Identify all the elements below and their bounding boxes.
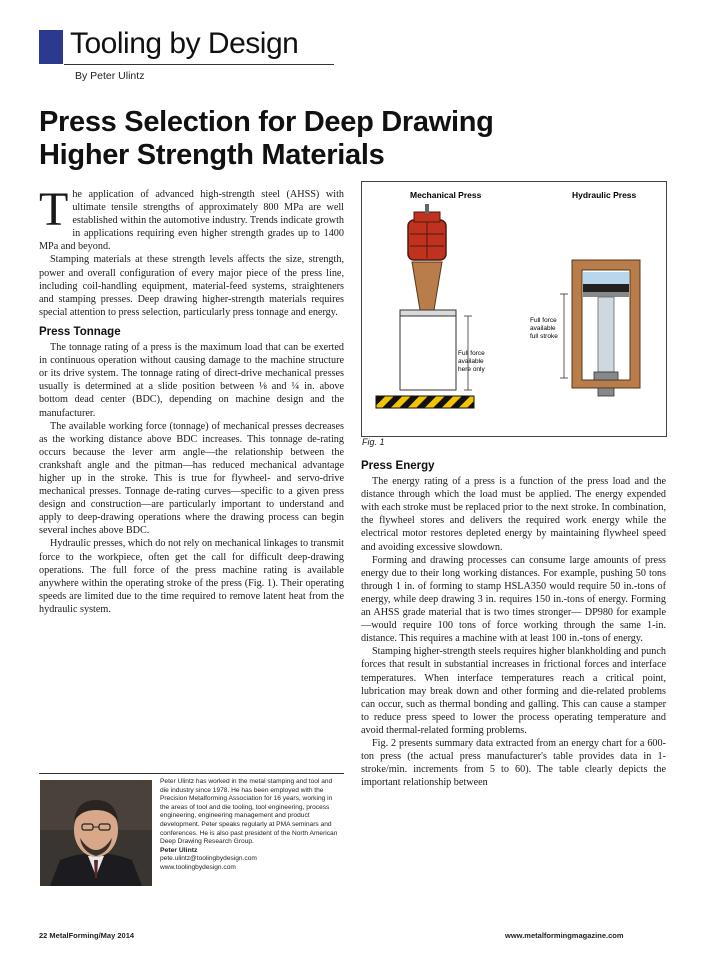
- department-title: Tooling by Design: [70, 27, 299, 60]
- intro-paragraph: The application of advanced high-strength steel (AHSS) with ultimate tensile strengths of approximately 800 MPa are well established within the automotive industry. Trends indicate growth in applications requiring even higher strength grades up to 1400 MPa and beyond.: [39, 183, 344, 253]
- heading-press-energy: Press Energy: [361, 460, 435, 472]
- author-email[interactable]: pete.ulintz@toolingbydesign.com: [160, 855, 257, 863]
- author-name: Peter Ulintz: [160, 846, 198, 854]
- figure-caption: Fig. 1: [362, 437, 385, 447]
- energy-paragraph-1: The energy rating of a press is a function of the press load and the distance through which the load must be applied. The energy expended with each stroke must be replaced prior to the next stroke. In combination, the flywheel stores and delivers the required work energy while the electrical motor restores depleted energy by maintaining flywheel speed and avoiding excessive slowdown.: [361, 476, 666, 553]
- tonnage-paragraph-3: Hydraulic presses, which do not rely on mechanical linkages to transmit force to the workpiece, often get the call for difficult deep-drawing operations. The full force of the press machine rating is available anywhere within the operating stroke of the press (Fig. 1). Their operating speeds are limited due to the time required to remove latent heat from the hydraulic system.: [39, 538, 344, 615]
- footer-page-info: 22 MetalForming/May 2014: [39, 931, 135, 940]
- left-column: [39, 183, 344, 616]
- label-full-stroke-1: Full force: [530, 317, 557, 324]
- label-mechanical-press: Mechanical Press: [410, 190, 482, 200]
- tonnage-paragraph-1: The tonnage rating of a press is the maximum load that can be exerted in continuous operation without causing damage to the machine structure or its drive system. The tonnage rating of direct-drive mechanical presses usually is determined at a slide position between ⅛ and ¼ in. above bottom dead center (BDC), depending on machine design and the manufacturer.: [39, 342, 344, 419]
- label-full-stroke-2: available: [530, 325, 556, 332]
- footer-website[interactable]: www.metalformingmagazine.com: [505, 931, 624, 940]
- drop-cap: T: [39, 183, 69, 236]
- press-diagram: [362, 182, 666, 436]
- article-title-line-1: Press Selection for Deep Drawing: [39, 106, 494, 138]
- article-title-line-2: Higher Strength Materials: [39, 139, 385, 171]
- label-full-force-here-only-3: here only: [458, 366, 485, 373]
- header-rule: [64, 64, 334, 65]
- byline: By Peter Ulintz: [75, 70, 145, 82]
- heading-press-tonnage: Press Tonnage: [39, 325, 121, 338]
- intro-paragraph-2: Stamping materials at these strength levels affects the size, strength, power and overall configuration of every major piece of the press line, including coil-handling equipment, material-feed systems, straighteners and stamping presses. Deep drawing higher-strength materials requires special attention to press selection, particularly press tonnage and energy.: [39, 254, 344, 318]
- author-website[interactable]: www.toolingbydesign.com: [160, 863, 236, 871]
- article-title: [39, 106, 559, 172]
- energy-paragraph-3: Stamping higher-strength steels requires higher blankholding and punch forces that result in substantial increases in frictional forces and interface temperatures. When interface temperatures reach a critical point, lubrication may break down and other forming and die-related problems can occur, such as thermal bonding and galling. This can cause a stamper to reduce press speed to lower the process operating temperature and avoid thermal-related forming problems.: [361, 646, 666, 736]
- author-photo: [40, 780, 152, 886]
- mechanical-crank: [408, 204, 446, 260]
- mechanical-slide: [400, 310, 456, 316]
- bolster-plate: [376, 396, 474, 408]
- mechanical-die: [400, 316, 456, 390]
- right-column: [361, 460, 666, 789]
- author-bio-text: Peter Ulintz has worked in the metal stamping and tool and die industry since 1978. He has been employed with the Precision Metalforming Association for 16 years, working in the areas of tool and die tooling, tool engineering, process engineering, engineering management and product development. Peter speaks regularly at PMA seminars and conferences. He is also past president of the North American Deep Drawing Research Group.: [160, 778, 338, 846]
- label-full-force-here-only-1: Full force: [458, 350, 485, 357]
- department-accent-bar: [39, 30, 63, 64]
- author-bio: [160, 778, 342, 873]
- energy-paragraph-4: Fig. 2 presents summary data extracted from an energy chart for a 600-ton press (the actual press manufacturer's table provides data in 1-stroke/min. increments from 5 to 60). The table clearly depicts the important relationship between: [361, 737, 666, 789]
- energy-paragraph-2: Forming and drawing processes can consume large amounts of press energy due to their long working distances. For example, pushing 50 tons through 1 in. of forming to stamp HSLA350 would require 50 in.-tons of energy, while deep drawing 3 in. requires 150 in.-tons of energy. Forming an AHSS grade material that is two times stronger— DP980 for example—would require 100 tons of force working through the same 1-in. distance. This requires a machine with at least 100 in.-tons of energy.: [361, 554, 666, 645]
- hydraulic-press: [572, 260, 640, 396]
- label-full-force-here-only-2: available: [458, 358, 484, 365]
- label-full-stroke-3: full stroke: [530, 333, 558, 340]
- label-hydraulic-press: Hydraulic Press: [572, 190, 637, 200]
- tonnage-paragraph-2: The available working force (tonnage) of mechanical presses decreases as the working distance above BDC increases. This tonnage de-rating occurs because the lever arm angle—the relationship between the crankshaft angle and the pitman—has reduced mechanical advantage higher up in the stroke. This is true for flywheel- and servo-drive mechanical presses. Tonnage de-rating curves—specific to a given press design and construction—are particularly important to understand and apply to deep-drawing operations where the drawing process can begin several inches above BDC.: [39, 420, 344, 537]
- pitman-arm: [412, 262, 442, 310]
- figure-1: [361, 181, 667, 437]
